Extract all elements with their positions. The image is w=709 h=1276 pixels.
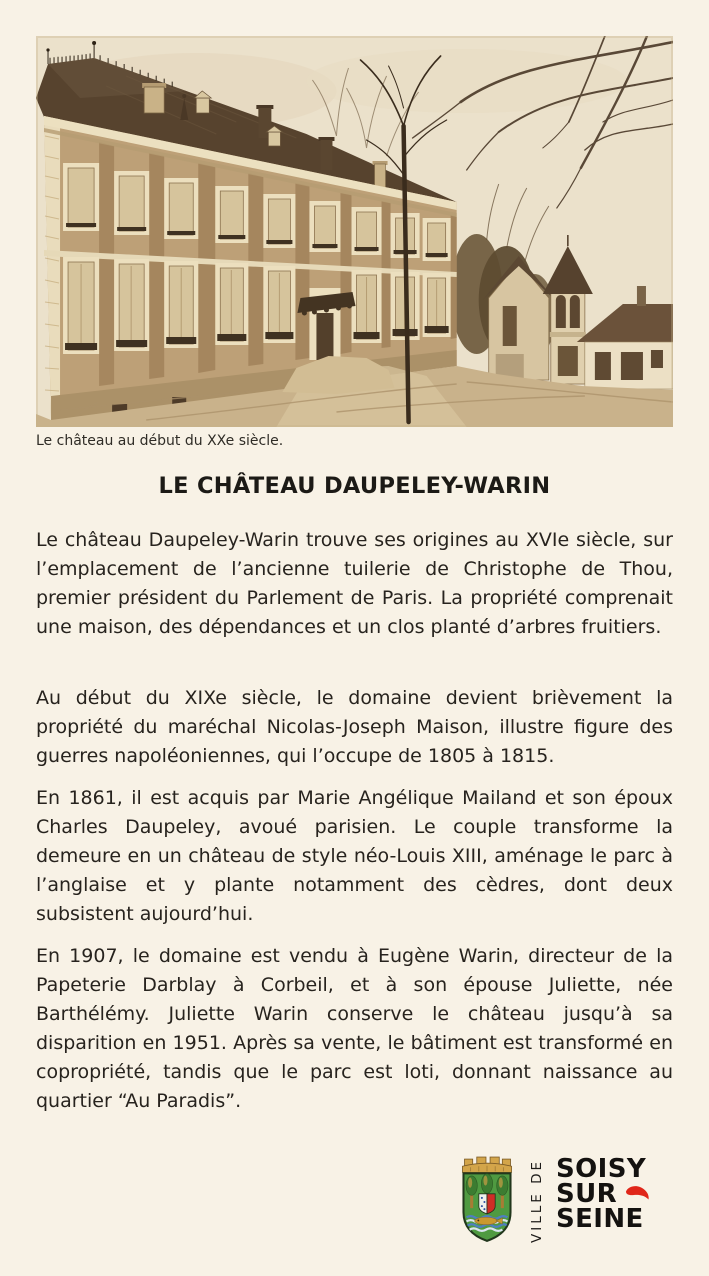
chateau-photo (36, 36, 673, 427)
chateau-photo-illustration (36, 36, 673, 427)
photo-caption: Le château au début du XXe siècle. (36, 433, 284, 449)
paragraph-19th-century: Au début du XIXe siècle, le domaine devient brièvement la propriété du maréchal Nicolas-Joseph Maison, illustre figure des guerres napoléoniennes, qui l’occupe de 1805 à 1815. (36, 687, 673, 767)
paragraph-origins: Le château Daupeley-Warin trouve ses origines au XVIe siècle, sur l’emplacement de l’ancienne tuilerie de Christophe de Thou, premier président du Parlement de Paris. La propriété comprenait une maison, des dépendances et un clos planté d’arbres fruitiers. (36, 529, 673, 638)
ville-de-label: VILLE DE (529, 1159, 545, 1244)
paragraph-1907: En 1907, le domaine est vendu à Eugène Warin, directeur de la Papeterie Darblay à Corbeil, et à son épouse Juliette, née Barthélémy. Juliette Warin conserve le château jusqu’à sa disparition en 1951. Après sa vente, le bâtiment est transformé en copropriété, tandis que le parc est loti, donnant naissance au quartier “Au Paradis”. (36, 945, 673, 1112)
city-logo (456, 1155, 651, 1247)
paragraph-1861: En 1861, il est acquis par Marie Angélique Mailand et son époux Charles Daupeley, avoué parisien. Le couple transforme la demeure en un château de style néo-Louis XIII, aménage le parc à l’anglaise et y plante notamment des cèdres, dont deux subsistent aujourd’hui. (36, 787, 673, 925)
city-wordmark (556, 1155, 651, 1247)
red-wave-icon (624, 1185, 651, 1200)
crest-inner-shield (479, 1194, 495, 1214)
wordmark-line-sur: SUR (556, 1179, 618, 1209)
crest-crown (462, 1157, 511, 1172)
wordmark-line-seine: SEINE (556, 1204, 644, 1234)
coat-of-arms (456, 1155, 518, 1247)
page-title: LE CHÂTEAU DAUPELEY-WARIN (158, 473, 551, 499)
wordmark-line-soisy: SOISY (556, 1154, 647, 1184)
